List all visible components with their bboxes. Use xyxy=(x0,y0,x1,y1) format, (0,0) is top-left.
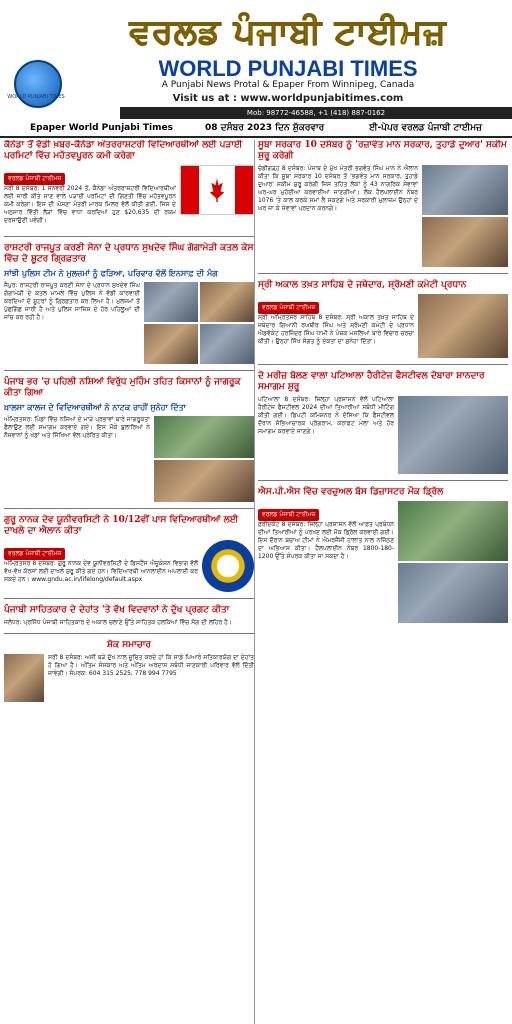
maple-leaf-icon xyxy=(210,178,224,202)
article-body: ਫ਼ਰੀਦਕੋਟ 8 ਦਸੰਬਰ: ਜ਼ਿਲ੍ਹਾ ਪ੍ਰਸ਼ਾਸਨ ਵੱਲੋਂ ਆਫ਼ਤ ਪ੍ਰਬੰਧਨ ਦੀਆਂ ਤਿਆਰੀਆਂ ਨੂੰ ਪਰਖਣ ਲਈ ਮੌਕ ਡ੍ਰਿੱਲ ਕਰਵਾਈ ਗਈ। ਇਸ ਦੌਰਾਨ ਬਚਾਅ ਟੀਮਾਂ ਨੇ ਐਮਰਜੈਂਸੀ ਹਾਲਾਤ ਨਾਲ ਨਜਿੱਠਣ ਦਾ ਅਭਿਆਸ ਕੀਤਾ। ਹੈਲਪਲਾਈਨ ਨੰਬਰ 1800-180-1200 ਉੱਤੇ ਸੰਪਰਕ ਕੀਤਾ ਜਾ ਸਕਦਾ ਹੈ। xyxy=(258,521,394,560)
article-karni-sena xyxy=(4,243,254,364)
news-photo xyxy=(398,501,508,561)
article-canada-permits xyxy=(4,140,254,230)
article-body: ਅੰਮ੍ਰਿਤਸਰ 8 ਦਸੰਬਰ: ਗੁਰੂ ਨਾਨਕ ਦੇਵ ਯੂਨੀਵਰਸਿਟੀ ਦੇ ਡਿਸਟੈਂਸ ਐਜੂਕੇਸ਼ਨ ਵਿਭਾਗ ਵੱਲੋਂ ਵੱਖ-ਵੱਖ ਕੋਰਸਾਂ ਲਈ ਦਾਖਲੇ ਸ਼ੁਰੂ ਕੀਤੇ ਗਏ ਹਨ। ਵਿਦਿਆਰਥੀ ਆਨਲਾਈਨ ਅਪਲਾਈ ਕਰ ਸਕਦੇ ਹਨ। www.gndu.ac.in/lifelong/default.aspx xyxy=(4,560,198,583)
title-punjabi: ਵਰਲਡ ਪੰਜਾਬੀ ਟਾਈਮਜ਼ xyxy=(129,12,447,52)
news-photo xyxy=(144,282,198,322)
article-body: ਸਰੀ 8 ਦਸੰਬਰ: 1 ਜਨਵਰੀ 2024 ਤੋਂ, ਕੈਨੇਡਾ ਅੰਤਰਰਾਸ਼ਟਰੀ ਵਿਦਿਆਰਥੀਆਂ ਲਈ ਜਾਰੀ ਕੀਤੇ ਜਾਣ ਵਾਲੇ ਪੜਾਈ ਪਰਮਿਟਾਂ ਦੀ ਗਿਣਤੀ ਵਿੱਚ ਮਹੱਤਵਪੂਰਨ ਕਮੀ ਕਰੇਗਾ। ਇਸ ਦੀ ਘੋਸ਼ਣਾ ਮੰਤਰੀ ਮਾਰਕ ਮਿਲਰ ਵੱਲੋਂ ਕੀਤੀ ਗਈ, ਜਿਸ ਦੇ ਅਨੁਸਾਰ ਵਿੱਤੀ ਲੋੜਾਂ ਵਿੱਚ ਵਾਧਾ ਕਰਦਿਆਂ ਹੁਣ $20,635 ਦੀ ਰਕਮ ਦਰਸਾਉਣੀ ਪਵੇਗੀ। xyxy=(4,185,176,224)
divider-rule xyxy=(4,508,254,509)
headline[interactable]: ਪੰਜਾਬੀ ਸਾਹਿਤਕਾਰ ਦੇ ਦੇਹਾਂਤ 'ਤੇ ਵੱਖ ਵਿਦਵਾਨਾਂ ਨੇ ਦੁੱਖ ਪ੍ਰਗਟ ਕੀਤਾ xyxy=(4,605,230,615)
headline[interactable]: ਕੈਨੇਡਾ ਤੋਂ ਵੱਡੀ ਖ਼ਬਰ-ਕੈਨੇਡਾ ਅੰਤਰਰਾਸ਼ਟਰੀ ਵਿਦਿਆਰਥੀਆਂ ਲਈ ਪੜਾਈ ਪਰਮਿਟਾਂ ਵਿੱਚ ਮਹੱਤਵਪੂਰਨ ਕਮੀ ਕਰੇਗਾ xyxy=(4,140,243,161)
tagline: A Punjabi News Protal & Epaper From Winnipeg, Canada xyxy=(161,80,415,90)
article-heritage-festival xyxy=(258,371,508,474)
dateline-right: ਈ-ਪੇਪਰ ਵਰਲਡ ਪੰਜਾਬੀ ਟਾਈਮਜ਼ xyxy=(369,123,482,133)
title-english: WORLD PUNJABI TIMES xyxy=(158,56,418,81)
university-emblem-icon xyxy=(202,540,254,592)
globe-logo-icon xyxy=(14,60,62,108)
contact-bar: Mob: 98772-46588, +1 (418) 887-0162 xyxy=(120,107,512,119)
article-body-wrap xyxy=(4,165,254,230)
dateline xyxy=(0,122,512,138)
dateline-left: Epaper World Punjabi Times xyxy=(30,123,173,133)
headline[interactable]: ਗੁਰੂ ਨਾਨਕ ਦੇਵ ਯੂਨੀਵਰਸਿਟੀ ਨੇ 10/12ਵੀਂ ਪਾਸ ਵਿਦਿਆਰਥੀਆਂ ਲਈ ਦਾਖਲੇ ਦਾ ਐਲਾਨ ਕੀਤਾ xyxy=(4,515,239,536)
headline[interactable]: ਐਸ.ਪੀ.ਐਸ ਵਿੱਚ ਵਰਚੁਅਲ ਬੱਸ ਡਿਜ਼ਾਸਟਰ ਮੌਕ ਡ੍ਰਿੱਲ xyxy=(258,487,444,497)
article-drug-awareness xyxy=(4,377,254,502)
canada-flag-image xyxy=(180,165,254,215)
divider-rule xyxy=(258,480,508,481)
news-photo xyxy=(422,217,508,267)
dateline-center: 08 ਦਸੰਬਰ 2023 ਦਿਨ ਸ਼ੁੱਕਰਵਾਰ xyxy=(205,123,325,133)
article-body: ਸ੍ਰੀ ਅੰਮ੍ਰਿਤਸਰ ਸਾਹਿਬ 8 ਦਸੰਬਰ: ਸ੍ਰੀ ਅਕਾਲ ਤਖ਼ਤ ਸਾਹਿਬ ਦੇ ਜਥੇਦਾਰ ਗਿਆਨੀ ਰਘਬੀਰ ਸਿੰਘ ਅਤੇ ਸ਼੍ਰੋਮਣੀ ਕਮੇਟੀ ਦੇ ਪ੍ਰਧਾਨ ਐਡਵੋਕੇਟ ਹਰਜਿੰਦਰ ਸਿੰਘ ਧਾਮੀ ਨੇ ਪੰਥਕ ਮਸਲਿਆਂ ਬਾਰੇ ਵਿਚਾਰ ਚਰਚਾ ਕੀਤੀ। ਉਨ੍ਹਾਂ ਸਿੱਖ ਸੰਗਤ ਨੂੰ ਏਕਤਾ ਦਾ ਸੁਨੇਹਾ ਦਿੱਤਾ। xyxy=(258,314,414,345)
news-photo xyxy=(418,294,508,358)
article-literature xyxy=(4,605,254,627)
headline[interactable]: ਦੋ ਮਰੀਜ਼ ਬੋਲਣ ਵਾਲਾ ਪਟਿਆਲਾ ਹੈਰੀਟੇਜ ਫੈਸਟੀਵਲ ਦੋਬਾਰਾ ਸ਼ਾਨਦਾਰ ਸਮਾਗਮ ਸ਼ੁਰੂ xyxy=(258,371,485,392)
news-photo xyxy=(154,416,254,458)
news-photo xyxy=(154,460,254,502)
headline[interactable]: ਪੰਜਾਬ ਭਰ 'ਚ ਪਹਿਲੀ ਨਸ਼ਿਆਂ ਵਿਰੁੱਧ ਮੁਹਿੰਮ ਤਹਿਤ ਕਿਸਾਨਾਂ ਨੂੰ ਜਾਗਰੂਕ ਕੀਤਾ ਗਿਆ xyxy=(4,377,241,398)
subheadline: ਖ਼ਾਲਸਾ ਕਾਲਜ ਦੇ ਵਿਦਿਆਰਥੀਆਂ ਨੇ ਨਾਟਕ ਰਾਹੀਂ ਸੁਨੇਹਾ ਦਿੱਤਾ xyxy=(4,402,186,412)
photo-grid xyxy=(144,282,254,364)
headline[interactable]: ਸ੍ਰੀ ਅਕਾਲ ਤਖ਼ਤ ਸਾਹਿਬ ਦੇ ਜਥੇਦਾਰ, ਸ਼੍ਰੋਮਣੀ ਕਮੇਟੀ ਪ੍ਰਧਾਨ xyxy=(258,280,467,290)
article-mock-drill xyxy=(258,487,508,623)
news-photo xyxy=(144,324,198,364)
divider-rule xyxy=(258,364,508,365)
divider-rule xyxy=(4,370,254,371)
divider-rule xyxy=(4,236,254,237)
portrait-photo xyxy=(4,654,44,702)
article-govt-doorstep xyxy=(258,140,508,267)
article-gndu-admissions xyxy=(4,515,254,592)
source-badge: ਵਰਲਡ ਪੰਜਾਬੀ ਟਾਈਮਜ਼ xyxy=(258,509,319,521)
flag-red-band xyxy=(181,166,199,214)
source-badge: ਵਰਲਡ ਪੰਜਾਬੀ ਟਾਈਮਜ਼ xyxy=(258,302,319,314)
article-obituary xyxy=(4,640,254,702)
headline[interactable]: ਰਾਸ਼ਟਰੀ ਰਾਜਪੂਤ ਕਰਣੀ ਸੇਨਾ ਦੇ ਪ੍ਰਧਾਨ ਸੁਖਦੇਵ ਸਿੰਘ ਗੋਗਾਮੇੜੀ ਕਤਲ ਕੇਸ ਵਿੱਚ ਦੋ ਸ਼ੂਟਰ ਗ੍ਰਿਫ਼ਤਾਰ xyxy=(4,243,254,264)
news-photo xyxy=(422,165,508,215)
article-akal-takht xyxy=(258,280,508,358)
divider-rule xyxy=(4,633,254,634)
right-column xyxy=(258,140,508,1024)
column-divider xyxy=(254,140,255,1024)
news-photo xyxy=(398,396,508,474)
headline[interactable]: ਸ਼ੋਕ ਸਮਾਚਾਰ xyxy=(107,640,151,650)
logo-caption: WORLD PUNJABI TIMES xyxy=(7,94,65,100)
source-badge: ਵਰਲਡ ਪੰਜਾਬੀ ਟਾਈਮਜ਼ xyxy=(4,173,65,185)
article-body: ਪਟਿਆਲਾ 8 ਦਸੰਬਰ: ਜ਼ਿਲ੍ਹਾ ਪ੍ਰਸ਼ਾਸਨ ਵੱਲੋਂ ਪਟਿਆਲਾ ਹੈਰੀਟੇਜ ਫੈਸਟੀਵਲ 2024 ਦੀਆਂ ਤਿਆਰੀਆਂ ਸਬੰਧੀ ਮੀਟਿੰਗ ਕੀਤੀ ਗਈ। ਡਿਪਟੀ ਕਮਿਸ਼ਨਰ ਨੇ ਦੱਸਿਆ ਕਿ ਫੈਸਟੀਵਲ ਦੌਰਾਨ ਸੱਭਿਆਚਾਰਕ ਪ੍ਰੋਗਰਾਮ, ਕਰਾਫਟ ਮੇਲਾ ਅਤੇ ਹੋਰ ਸਮਾਗਮ ਕਰਵਾਏ ਜਾਣਗੇ। xyxy=(258,396,394,435)
subheadline: ਸਾਂਝੀ ਪੁਲਿਸ ਟੀਮ ਨੇ ਮੁਲਜ਼ਮਾਂ ਨੂੰ ਫੜਿਆ, ਪਰਿਵਾਰ ਵੱਲੋਂ ਇਨਸਾਫ਼ ਦੀ ਮੰਗ xyxy=(4,268,218,278)
news-photo xyxy=(200,324,254,364)
article-body: ਚੰਡੀਗੜ੍ਹ 8 ਦਸੰਬਰ: ਪੰਜਾਬ ਦੇ ਮੁੱਖ ਮੰਤਰੀ ਭਗਵੰਤ ਸਿੰਘ ਮਾਨ ਨੇ ਐਲਾਨ ਕੀਤਾ ਕਿ ਸੂਬਾ ਸਰਕਾਰ 10 ਦਸੰਬਰ ਤੋਂ 'ਭਗਵੰਤ ਮਾਨ ਸਰਕਾਰ, ਤੁਹਾਡੇ ਦੁਆਰ' ਸਕੀਮ ਸ਼ੁਰੂ ਕਰੇਗੀ ਜਿਸ ਤਹਿਤ ਲੋਕਾਂ ਨੂੰ 43 ਨਾਗਰਿਕ ਸੇਵਾਵਾਂ ਘਰ-ਘਰ ਮੁਹੱਈਆ ਕਰਵਾਈਆਂ ਜਾਣਗੀਆਂ। ਲੋਕ ਹੈਲਪਲਾਈਨ ਨੰਬਰ 1076 'ਤੇ ਕਾਲ ਕਰਕੇ ਸਮਾਂ ਲੈ ਸਕਣਗੇ ਅਤੇ ਸਰਕਾਰੀ ਮੁਲਾਜ਼ਮ ਉਨ੍ਹਾਂ ਦੇ ਘਰ ਜਾ ਕੇ ਸੇਵਾਵਾਂ ਪ੍ਰਦਾਨ ਕਰਨਗੇ। xyxy=(258,165,418,212)
headline[interactable]: ਸੂਬਾ ਸਰਕਾਰ 10 ਦਸੰਬਰ ਨੂੰ 'ਰਜ਼ਾਵੰਤ ਮਾਨ ਸਰਕਾਰ, ਤੁਹਾਡੇ ਦੁਆਰ' ਸਕੀਮ ਸ਼ੁਰੂ ਕਰੇਗੀ xyxy=(258,140,507,161)
article-body: ਜਲੰਧਰ: ਪ੍ਰਸਿੱਧ ਪੰਜਾਬੀ ਸਾਹਿਤਕਾਰ ਦੇ ਅਕਾਲ ਚਲਾਣੇ ਉੱਤੇ ਸਾਹਿਤਕ ਹਲਕਿਆਂ ਵਿੱਚ ਸੋਗ ਦੀ ਲਹਿਰ ਹੈ। xyxy=(4,619,232,626)
left-column xyxy=(4,140,254,1024)
news-photo xyxy=(398,563,508,623)
divider-rule xyxy=(4,598,254,599)
source-badge: ਵਰਲਡ ਪੰਜਾਬੀ ਟਾਈਮਜ਼ xyxy=(4,548,65,560)
article-body: ਸਰੀ 8 ਦਸੰਬਰ: ਅਸੀਂ ਬੜੇ ਦੁੱਖ ਨਾਲ ਸੂਚਿਤ ਕਰਦੇ ਹਾਂ ਕਿ ਸਾਡੇ ਪਿਆਰੇ ਸਤਿਕਾਰਯੋਗ ਦਾ ਦੇਹਾਂਤ ਹੋ ਗਿਆ ਹੈ। ਅੰਤਿਮ ਸੰਸਕਾਰ ਅਤੇ ਅੰਤਿਮ ਅਰਦਾਸ ਸਬੰਧੀ ਜਾਣਕਾਰੀ ਪਰਿਵਾਰ ਵੱਲੋਂ ਦਿੱਤੀ ਜਾਵੇਗੀ। ਸੰਪਰਕ: 604 315 2525, 778 994 7795 xyxy=(48,654,254,677)
website-link[interactable]: Visit us at : www.worldpunjabitimes.com xyxy=(172,93,404,104)
article-body: ਅੰਮ੍ਰਿਤਸਰ: ਪਿੰਡਾਂ ਵਿੱਚ ਨਸ਼ਿਆਂ ਦੇ ਮਾੜੇ ਪ੍ਰਭਾਵਾਂ ਬਾਰੇ ਜਾਗਰੂਕਤਾ ਫੈਲਾਉਣ ਲਈ ਸਮਾਗਮ ਕਰਵਾਏ ਗਏ। ਇਸ ਮੌਕੇ ਬੁਲਾਰਿਆਂ ਨੇ ਨੌਜਵਾਨਾਂ ਨੂੰ ਖੇਡਾਂ ਅਤੇ ਸਿੱਖਿਆ ਵੱਲ ਪ੍ਰੇਰਿਤ ਕੀਤਾ। xyxy=(4,416,150,439)
article-body: ਜੈਪੁਰ: ਰਾਸ਼ਟਰੀ ਰਾਜਪੂਤ ਕਰਣੀ ਸੇਨਾ ਦੇ ਪ੍ਰਧਾਨ ਸੁਖਦੇਵ ਸਿੰਘ ਗੋਗਾਮੇੜੀ ਦੇ ਕਤਲ ਮਾਮਲੇ ਵਿੱਚ ਪੁਲਿਸ ਨੇ ਵੱਡੀ ਕਾਰਵਾਈ ਕਰਦਿਆਂ ਦੋ ਸ਼ੂਟਰਾਂ ਨੂੰ ਗ੍ਰਿਫ਼ਤਾਰ ਕਰ ਲਿਆ ਹੈ। ਮੁਲਜ਼ਮਾਂ ਤੋਂ ਪੁੱਛਗਿੱਛ ਜਾਰੀ ਹੈ ਅਤੇ ਪੁਲਿਸ ਸਾਜ਼ਿਸ਼ ਦੇ ਹੋਰ ਪਹਿਲੂਆਂ ਦੀ ਜਾਂਚ ਕਰ ਰਹੀ ਹੈ। xyxy=(4,282,140,321)
news-photo xyxy=(200,282,254,322)
flag-red-band xyxy=(235,166,253,214)
masthead xyxy=(0,0,512,117)
divider-rule xyxy=(258,273,508,274)
